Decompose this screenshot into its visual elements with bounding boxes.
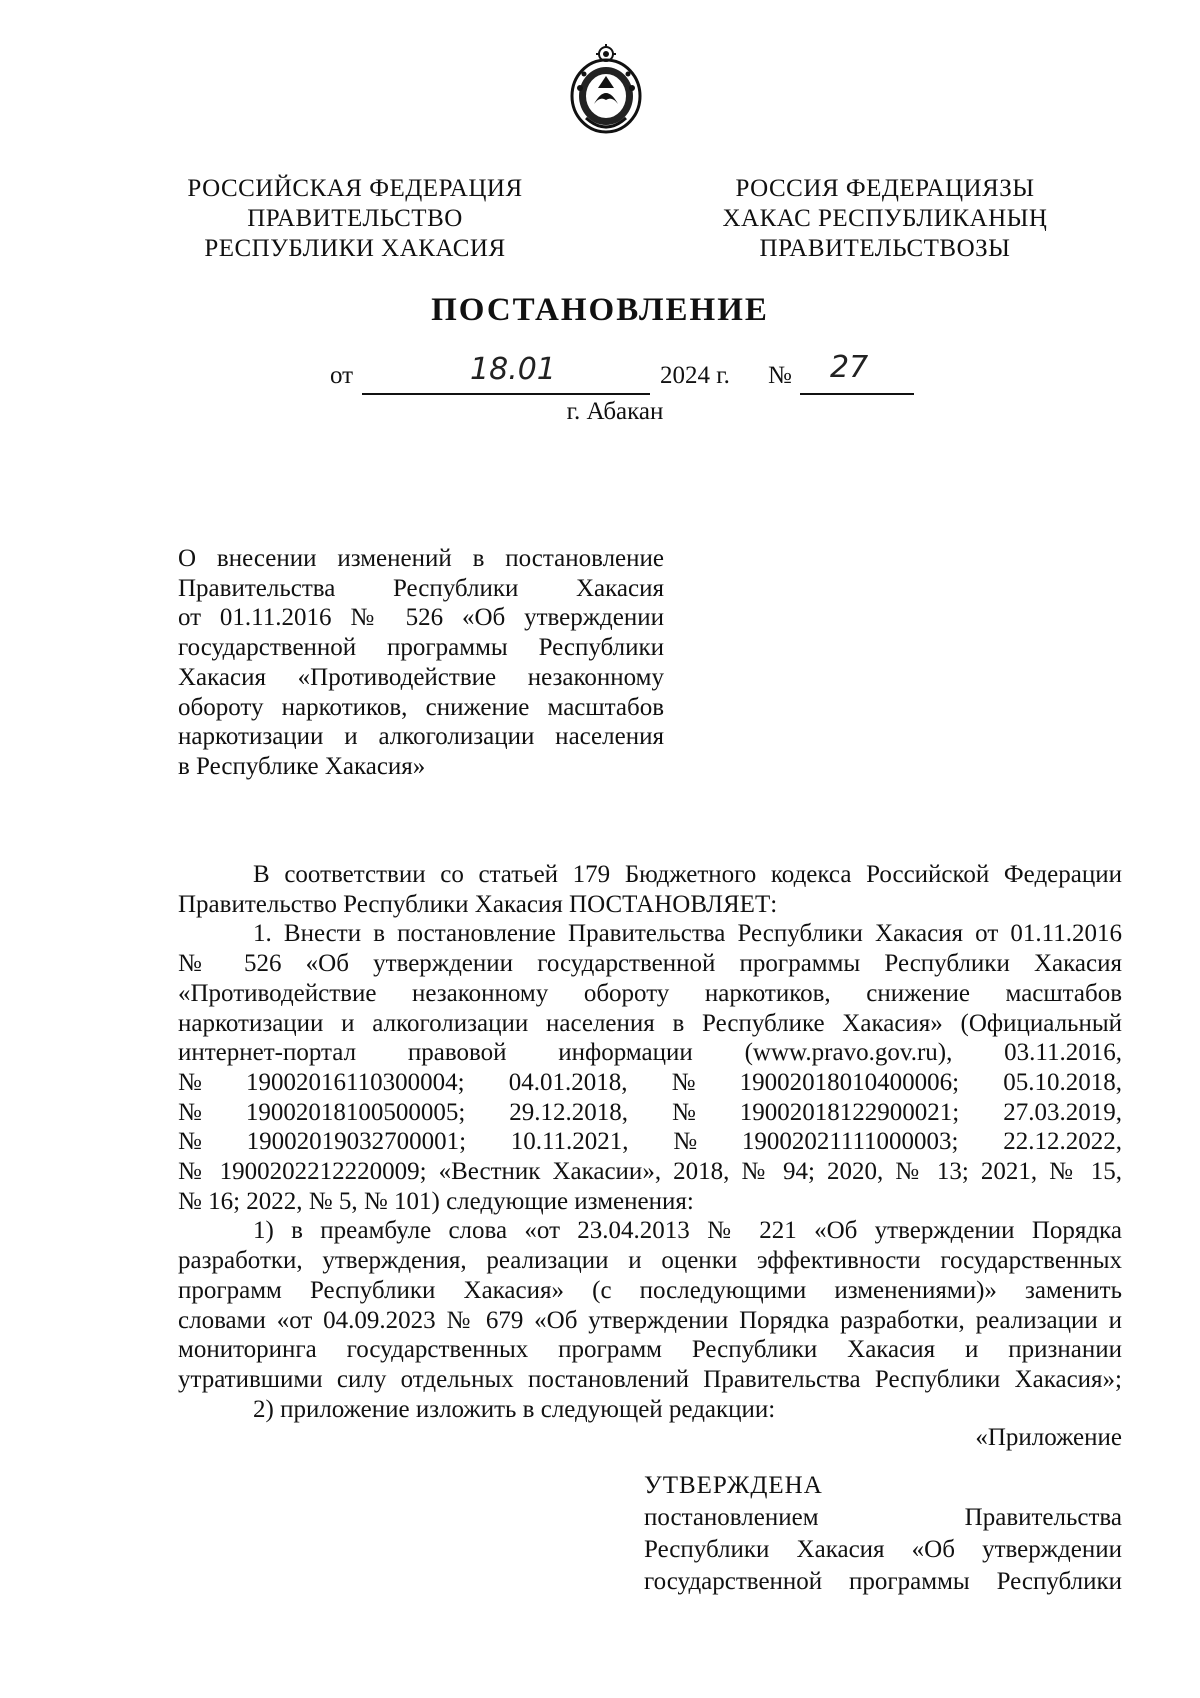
number-cell: №: [673, 1128, 698, 1156]
body-line: 1. Внести в постановление Правительства Республики Хакасия от 01.11.2016: [253, 920, 1122, 948]
date-line: [0, 350, 1200, 396]
header-right-line: ХАКАС РЕСПУБЛИКАНЫҢ: [722, 205, 1048, 232]
number-cell: 19002021111000003;: [741, 1128, 959, 1156]
approval-line: УТВЕРЖДЕНА: [644, 1472, 823, 1499]
coat-of-arms-icon: [566, 38, 646, 136]
body-line: словами «от 04.09.2023 № 679 «Об утверждении Порядка разработки, реализации и: [178, 1306, 1122, 1334]
body-line-numbers: [178, 1098, 1122, 1128]
date-handwritten: 18.01: [470, 352, 556, 387]
number-cell: №: [671, 1068, 696, 1096]
number-cell: 19002018010400006;: [739, 1068, 960, 1096]
body-line: № 526 «Об утверждении государственной программы Республики Хакасия: [178, 950, 1122, 978]
portal-word: (www.pravo.gov.ru),: [744, 1039, 953, 1067]
body-line: 1) в преамбуле слова «от 23.04.2013 № 221 «Об утверждении Порядка: [253, 1217, 1122, 1245]
subject-line: от 01.11.2016 № 526 «Об утверждении: [178, 604, 664, 632]
approval-line: Республики Хакасия «Об утверждении: [644, 1536, 1122, 1563]
number-cell: №: [178, 1098, 202, 1126]
approval-block: [644, 1470, 1122, 1598]
subject-line: государственной программы Республики: [178, 634, 664, 662]
number-cell: 05.10.2018,: [1003, 1068, 1122, 1096]
number-cell: №: [178, 1068, 202, 1096]
number-cell: №: [178, 1128, 202, 1156]
number-cell: 27.03.2019,: [1003, 1098, 1122, 1126]
body-line: № 1900202212220009; «Вестник Хакасии», 2018, № 94; 2020, № 13; 2021, № 15,: [178, 1158, 1122, 1186]
subject-line: в Республике Хакасия»: [178, 752, 426, 780]
header-left-line: РЕСПУБЛИКИ ХАКАСИЯ: [204, 235, 506, 262]
number-handwritten: 27: [830, 350, 869, 385]
body-line: № 16; 2022, № 5, № 101) следующие изменения:: [178, 1187, 694, 1215]
body-line: программ Республики Хакасия» (с последующими изменениями)» заменить: [178, 1276, 1122, 1304]
appendix-label: «Приложение: [975, 1424, 1122, 1451]
number-cell: 19002018122900021;: [739, 1098, 960, 1126]
body-line-portal: [178, 1038, 1122, 1068]
number-cell: 29.12.2018,: [509, 1098, 628, 1126]
subject-line: наркотизации и алкоголизации населения: [178, 723, 664, 751]
number-cell: 22.12.2022,: [1003, 1128, 1122, 1156]
number-cell: 10.11.2021,: [510, 1128, 629, 1156]
number-cell: 04.01.2018,: [508, 1068, 628, 1096]
portal-word: информации: [558, 1039, 693, 1067]
body-line: разработки, утверждения, реализации и оценки эффективности государственных: [178, 1247, 1122, 1275]
document-body: [178, 860, 1122, 1424]
header-left-line: ПРАВИТЕЛЬСТВО: [247, 205, 463, 232]
body-line: Правительство Республики Хакасия ПОСТАНОВЛЯЕТ:: [178, 890, 778, 918]
body-line: «Противодействие незаконному обороту наркотиков, снижение масштабов: [178, 979, 1122, 1007]
subject-line: Правительства Республики Хакасия: [178, 574, 664, 602]
city: г. Абакан: [566, 398, 664, 425]
document-title: ПОСТАНОВЛЕНИЕ: [431, 292, 769, 328]
body-line: мониторинга государственных программ Республики Хакасия и признании: [178, 1336, 1122, 1364]
date-year: 2024 г.: [660, 362, 730, 389]
body-line-numbers: [178, 1068, 1122, 1098]
subject-line: О внесении изменений в постановление: [178, 545, 664, 572]
header-left: [160, 174, 550, 264]
body-line: наркотизации и алкоголизации населения в Республике Хакасия» (Официальный: [178, 1009, 1122, 1037]
date-prefix: от: [330, 362, 354, 389]
approval-line: государственной программы Республики: [644, 1568, 1122, 1595]
body-line: 2) приложение изложить в следующей редакции:: [253, 1395, 776, 1423]
portal-word: интернет-портал: [178, 1039, 357, 1067]
document-subject: [178, 544, 664, 782]
subject-line: обороту наркотиков, снижение масштабов: [178, 693, 664, 721]
approval-line: постановлением Правительства: [644, 1504, 1122, 1531]
header-left-line: РОССИЙСКАЯ ФЕДЕРАЦИЯ: [187, 175, 523, 202]
header-right-line: РОССИЯ ФЕДЕРАЦИЯЗЫ: [735, 175, 1035, 202]
header-right: [690, 174, 1080, 264]
body-line: В соответствии со статьей 179 Бюджетного кодекса Российской Федерации: [253, 861, 1122, 888]
number-cell: 19002018100500005;: [245, 1098, 466, 1126]
body-line-numbers: [178, 1127, 1122, 1157]
portal-word: правовой: [407, 1039, 507, 1067]
body-line: утратившими силу отдельных постановлений Правительства Республики Хакасия»;: [178, 1365, 1122, 1393]
number-cell: №: [671, 1098, 696, 1126]
header-right-line: ПРАВИТЕЛЬСТВОЗЫ: [759, 235, 1011, 262]
subject-line: Хакасия «Противодействие незаконному: [178, 663, 664, 691]
number-cell: 19002016110300004;: [246, 1068, 465, 1096]
number-prefix: №: [768, 362, 792, 389]
portal-word: 03.11.2016,: [1004, 1039, 1122, 1067]
number-cell: 19002019032700001;: [246, 1128, 467, 1156]
date-underline: [362, 392, 650, 395]
number-underline: [800, 392, 914, 395]
